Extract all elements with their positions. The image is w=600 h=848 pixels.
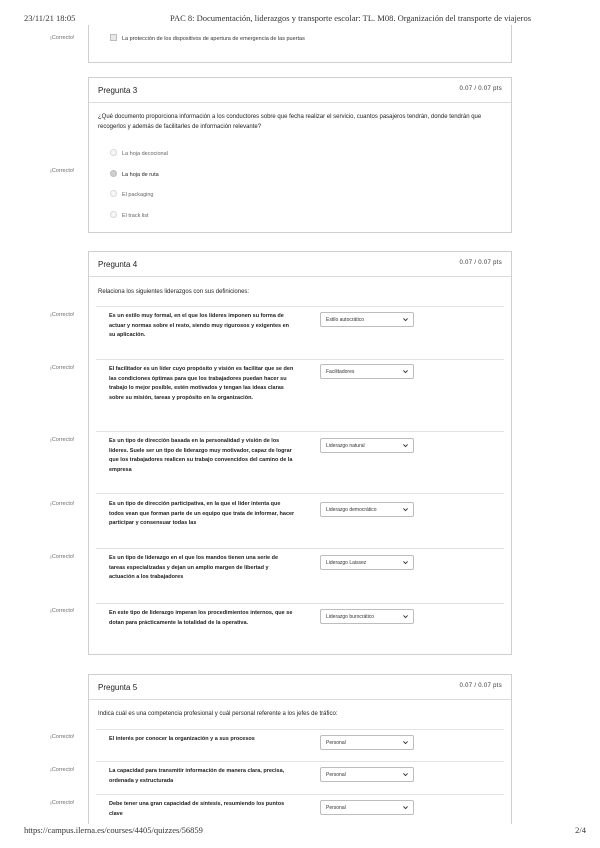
chevron-down-icon	[402, 442, 409, 449]
question-title: Pregunta 4	[98, 260, 138, 269]
radio-icon	[110, 149, 117, 156]
match-row-2	[96, 359, 504, 432]
chevron-down-icon	[402, 559, 409, 566]
question-header	[89, 675, 511, 700]
match-row-3	[96, 431, 504, 494]
checkbox-icon	[110, 34, 117, 41]
chevron-down-icon	[402, 804, 409, 811]
match-definition: El facilitador es un líder cuyo propósito y visión es facilitar que se den las condiciones óptimas para que los trabajadores puedan hacer su trabajo lo mejor posible, estén motivados y tengan las ideas claras sobre su misión, tareas y propósito en la organización.	[109, 366, 294, 402]
chevron-down-icon	[402, 613, 409, 620]
chevron-down-icon	[402, 316, 409, 323]
match-row-4	[96, 493, 504, 549]
question-3-card	[88, 77, 512, 233]
match-select[interactable]: Liderazgo natural	[320, 438, 414, 453]
print-header	[24, 13, 586, 25]
option-1[interactable]: La hoja decocional	[110, 150, 168, 157]
question-header	[89, 252, 511, 277]
print-date: 23/11/21 18:05	[24, 13, 76, 23]
radio-icon	[110, 190, 117, 197]
status-correct: ¡Correcto!	[50, 312, 75, 318]
chevron-down-icon	[402, 368, 409, 375]
match-select[interactable]: Facilitadores	[320, 364, 414, 379]
chevron-down-icon	[402, 771, 409, 778]
print-page-number: 2/4	[575, 825, 586, 835]
chevron-down-icon	[402, 739, 409, 746]
question-text: Relaciona los siguientes liderazgos con sus definiciones:	[98, 289, 250, 295]
match-select[interactable]: Liderazgo Laissez	[320, 555, 414, 570]
match-row-6	[96, 603, 504, 644]
option-4[interactable]: El track list	[110, 212, 149, 219]
radio-selected-icon	[110, 170, 117, 177]
match-row-1	[96, 729, 504, 762]
match-select[interactable]: Personal	[320, 767, 414, 782]
match-select[interactable]: Estilo autocrático	[320, 312, 414, 327]
match-definition: Es un tipo de dirección basada en la personalidad y visión de los líderes. Suele ser un tipo de liderazgo muy motivador, capaz de lograr que los trabajadores realicen su trabajo convencidos del camino de la empresa	[109, 438, 293, 474]
status-correct: ¡Correcto!	[50, 365, 75, 371]
question-title: Pregunta 5	[98, 683, 138, 692]
match-definition: El interés por conocer la organización y a sus procesos	[109, 736, 255, 742]
match-definition: Es un tipo de liderazgo en el que los mandos tienen una serie de tareas especializadas y dejan un amplio margen de libertad y actuación a los trabajadores	[109, 555, 279, 581]
match-definition: La capacidad para transmitir información de manera clara, precisa, ordenada y estructurada	[109, 768, 285, 784]
status-correct: ¡Correcto!	[50, 608, 75, 614]
status-correct: ¡Correcto!	[50, 437, 75, 443]
status-correct: ¡Correcto!	[50, 501, 75, 507]
question-header	[89, 78, 511, 103]
print-url: https://campus.ilerna.es/courses/4405/quizzes/56859	[24, 825, 203, 835]
status-correct: ¡Correcto!	[50, 35, 75, 41]
question-text: ¿Qué documento proporciona información a los conductores sobre que fecha realizar el servicio, cuantos pasajeros tendrán, donde tendrán que recogerlos y además de facilitarles de información relevante?	[98, 114, 482, 130]
match-select[interactable]: Liderazgo democrático	[320, 502, 414, 517]
match-definition: Es un tipo de dirección participativa, en la que el líder intenta que todos vean que forman parte de un equipo que trata de informar, hacer participar y consensuar todas las	[109, 501, 295, 527]
chevron-down-icon	[402, 506, 409, 513]
status-correct: ¡Correcto!	[50, 734, 75, 740]
previous-answer[interactable]: La protección de los dispositivos de apertura de emergencia de las puertas	[110, 35, 305, 42]
match-select[interactable]: Personal	[320, 735, 414, 750]
match-definition: En este tipo de liderazgo imperan los procedimientos internos, que se dotan para prácticamente la totalidad de la operativa.	[109, 610, 293, 626]
match-row-2	[96, 761, 504, 795]
status-correct: ¡Correcto!	[50, 800, 75, 806]
option-2-selected[interactable]: La hoja de ruta	[110, 171, 159, 178]
question-title: Pregunta 3	[98, 86, 138, 95]
status-correct: ¡Correcto!	[50, 554, 75, 560]
radio-icon	[110, 211, 117, 218]
status-correct: ¡Correcto!	[50, 168, 75, 174]
question-points: 0.07 / 0.07 pts	[459, 86, 502, 92]
match-select[interactable]: Personal	[320, 800, 414, 815]
match-definition: Debe tener una gran capacidad de síntesis, resumiendo los puntos clave	[109, 801, 285, 817]
print-footer	[24, 825, 586, 837]
option-3[interactable]: El packaging	[110, 191, 154, 198]
match-select[interactable]: Liderazgo burocrático	[320, 609, 414, 624]
previous-question-tail	[88, 25, 512, 63]
question-text: Indica cuál es una competencia profesional y cuál personal referente a los jefes de tráfico:	[98, 711, 338, 717]
match-definition: Es un estilo muy formal, en el que los líderes imponen su forma de actuar y normas sobre el resto, siendo muy rigurosos y exigentes en su aplicación.	[109, 313, 290, 339]
question-points: 0.07 / 0.07 pts	[459, 260, 502, 266]
print-page-title: PAC 8: Documentación, liderazgos y transporte escolar: TL. M08. Organización del transporte de viajeros	[170, 13, 531, 23]
question-points: 0.07 / 0.07 pts	[459, 683, 502, 689]
match-row-1	[96, 306, 504, 360]
match-row-5	[96, 548, 504, 604]
status-correct: ¡Correcto!	[50, 767, 75, 773]
match-row-3	[96, 794, 504, 823]
